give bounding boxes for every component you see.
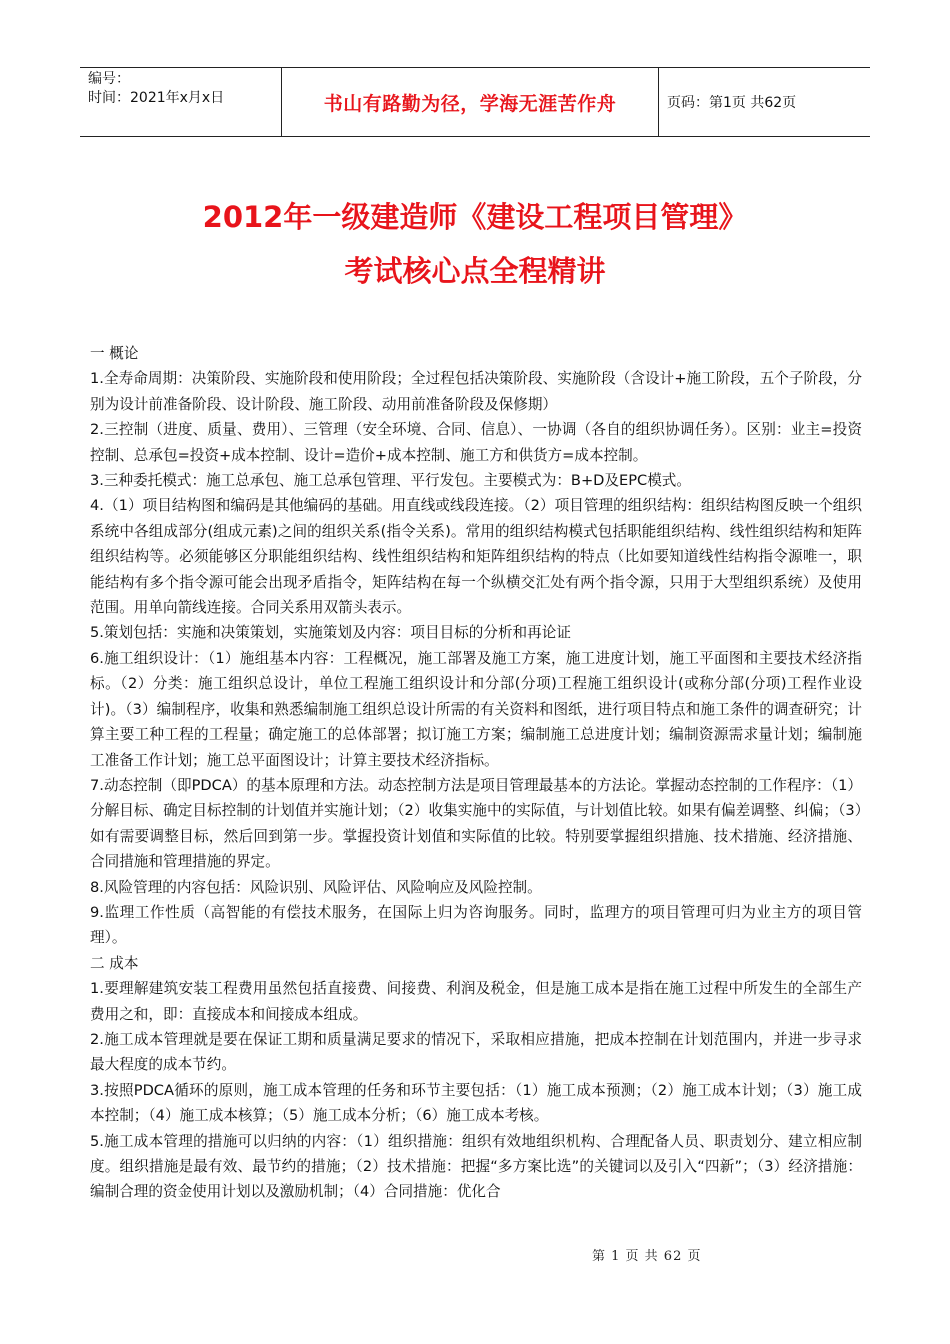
document-body: [90, 341, 862, 1205]
paragraph: 9.监理工作性质（高智能的有偿技术服务，在国际上归为咨询服务。同时，监理方的项目管理可归为业主方的项目管理）。: [90, 903, 862, 947]
number-label: 编号：: [88, 71, 130, 87]
header-motto: 书山有路勤为径，学海无涯苦作舟: [282, 68, 659, 136]
paragraph: 2.施工成本管理就是要在保证工期和质量满足要求的情况下，采取相应措施，把成本控制在计划范围内，并进一步寻求最大程度的成本节约。: [90, 1030, 862, 1074]
paragraph: 8.风险管理的内容包括：风险识别、风险评估、风险响应及风险控制。: [90, 878, 542, 896]
paragraph: 二 成本: [90, 954, 139, 972]
paragraph: 7.动态控制（即PDCA）的基本原理和方法。动态控制方法是项目管理最基本的方法论。掌握动态控制的工作程序：（1）分解目标、确定目标控制的计划值并实施计划；（2）收集实施中的实际值，与计划值比较。如果有偏差调整、纠偏；（3）如有需要调整目标，然后回到第一步。掌握投资计划值和实际值的比较。特别要掌握组织措施、技术措施、经济措施、合同措施和管理措施的界定。: [90, 776, 862, 871]
document-title-line1: 2012年一级建造师《建设工程项目管理》: [202, 200, 748, 234]
paragraph: 3.三种委托模式：施工总承包、施工总承包管理、平行发包。主要模式为：B+D及EPC模式。: [90, 472, 691, 490]
paragraph: 1.全寿命周期：决策阶段、实施阶段和使用阶段；全过程包括决策阶段、实施阶段（含设计+施工阶段，五个子阶段，分别为设计前准备阶段、设计阶段、施工阶段、动用前准备阶段及保修期）: [90, 370, 862, 413]
paragraph: 6.施工组织设计：（1）施组基本内容：工程概况，施工部署及施工方案，施工进度计划，施工平面图和主要技术经济指标。（2）分类：施工组织总设计，单位工程施工组织设计和分部(分项)工程施工组织设计(或称分部(分项)工程作业设计)。（3）编制程序，收集和熟悉编制施工组织总设计所需的有关资料和图纸，进行项目特点和施工条件的调查研究；计算主要工种工程的工程量；确定施工的总体部署；拟订施工方案；编制施工总进度计划；编制资源需求量计划；编制施工准备工作计划；施工总平面图设计；计算主要技术经济指标。: [90, 649, 862, 769]
paragraph: 3.按照PDCA循环的原则，施工成本管理的任务和环节主要包括：（1）施工成本预测；（2）施工成本计划；（3）施工成本控制；（4）施工成本核算；（5）施工成本分析；（6）施工成本考核。: [90, 1081, 862, 1125]
page-footer: 第 1 页 共 62 页: [592, 1249, 702, 1264]
header-table: [80, 67, 870, 137]
header-meta-cell: [80, 68, 282, 136]
paragraph: 5.策划包括：实施和决策策划，实施策划及内容：项目目标的分析和再论证: [90, 624, 571, 642]
document-title-line2: 考试核心点全程精讲: [344, 254, 606, 288]
paragraph: 2.三控制（进度、质量、费用）、三管理（安全环境、合同、信息）、一协调（各自的组织协调任务）。区别：业主=投资控制、总承包=投资+成本控制、设计=造价+成本控制、施工方和供货方=成本控制。: [90, 421, 862, 464]
paragraph: 5.施工成本管理的措施可以归纳的内容：（1）组织措施：组织有效地组织机构、合理配备人员、职责划分、建立相应制度。组织措施是最有效、最节约的措施；（2）技术措施：把握“多方案比选”的关键词以及引入“四新”；（3）经济措施：编制合理的资金使用计划以及激励机制；（4）合同措施：优化合: [90, 1132, 862, 1201]
paragraph: 一 概论: [90, 345, 139, 362]
paragraph: 4.（1）项目结构图和编码是其他编码的基础。用直线或线段连接。（2）项目管理的组织结构：组织结构图反映一个组织系统中各组成部分(组成元素)之间的组织关系(指令关系)。常用的组织结构模式包括职能组织结构、线性组织结构和矩阵组织结构等。必须能够区分职能组织结构、线性组织结构和矩阵组织结构的特点（比如要知道线性结构指令源唯一，职能结构有多个指令源可能会出现矛盾指令，矩阵结构在每一个纵横交汇处有两个指令源，只用于大型组织系统）及使用范围。用单向箭线连接。合同关系用双箭头表示。: [90, 497, 862, 617]
date-label: 时间：2021年x月x日: [88, 90, 225, 106]
paragraph: 1.要理解建筑安装工程费用虽然包括直接费、间接费、利润及税金，但是施工成本是指在施工过程中所发生的全部生产费用之和，即：直接成本和间接成本组成。: [90, 980, 862, 1023]
header-page-info: 页码：第1页 共62页: [667, 95, 797, 111]
